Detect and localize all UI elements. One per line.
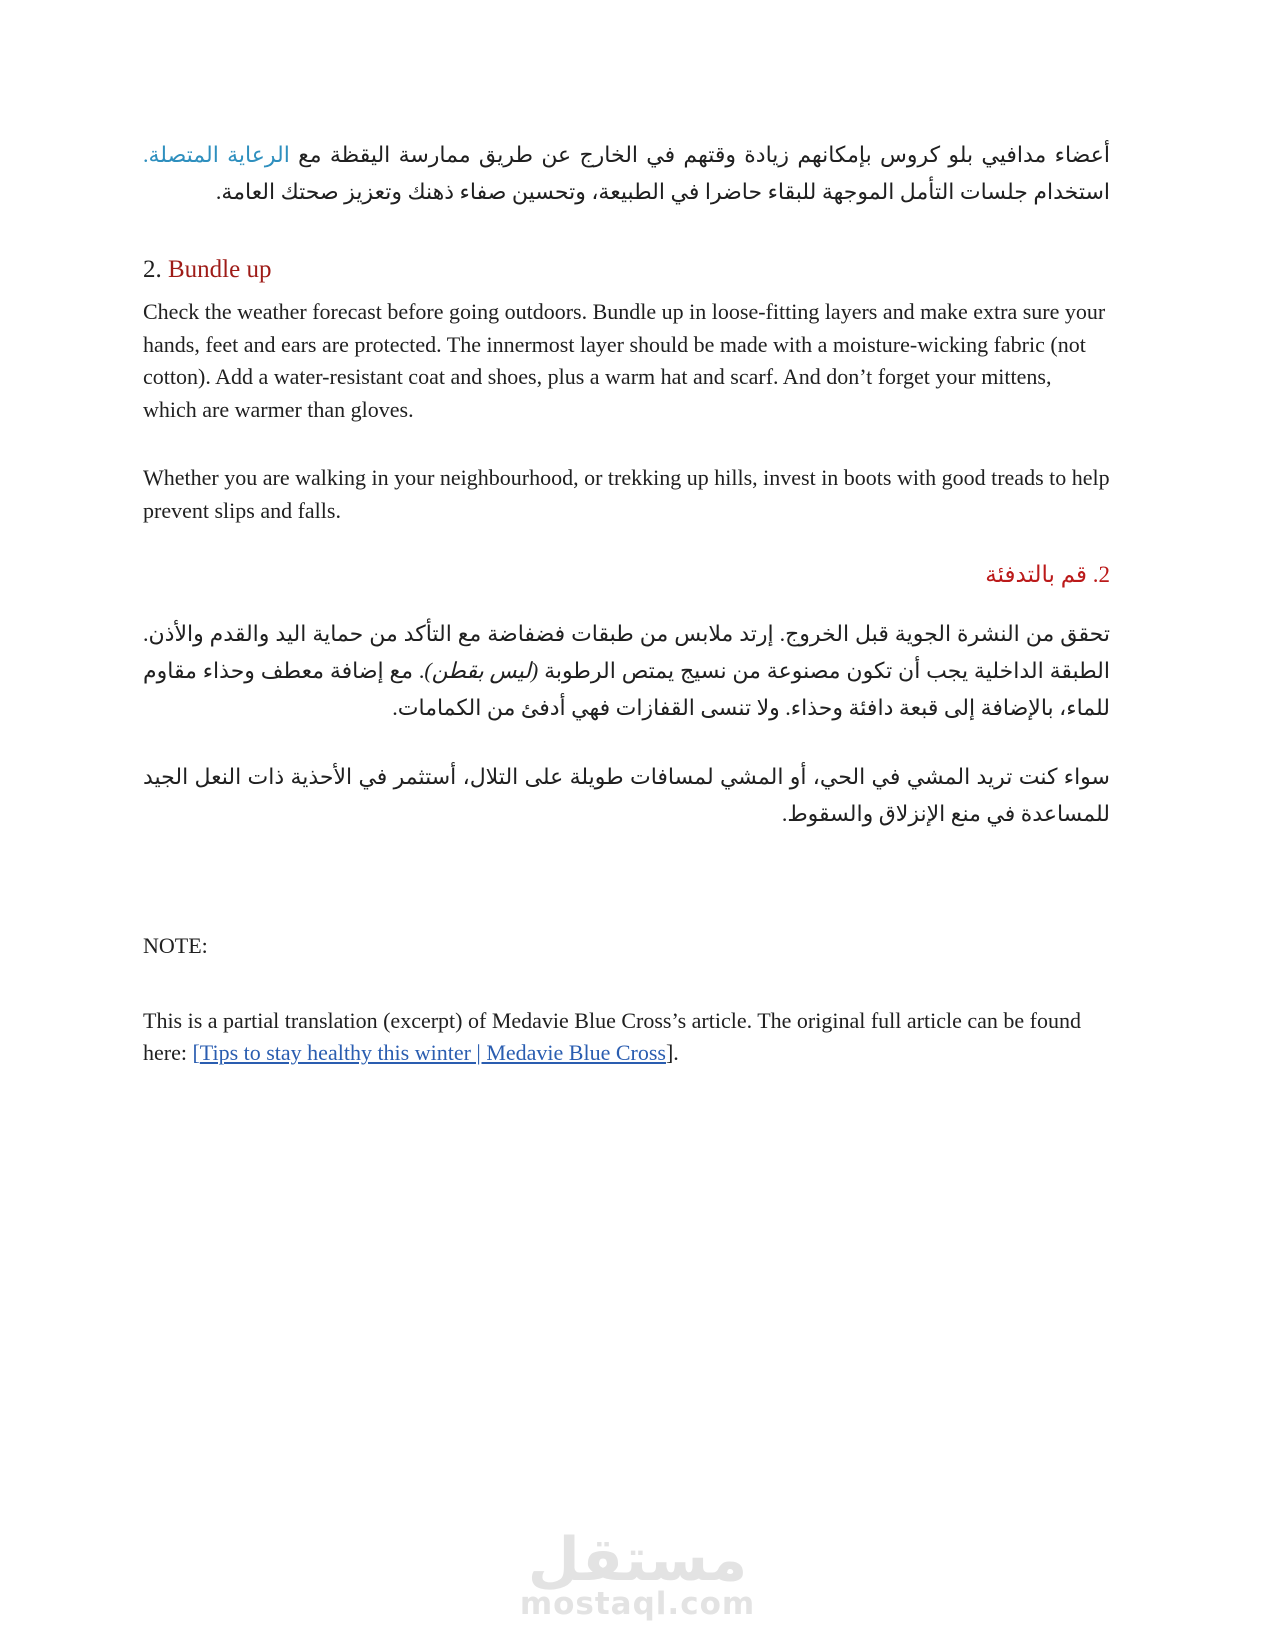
english-paragraph-bundle-up: Check the weather forecast before going outdoors. Bundle up in loose-fitting layers and make extra sure your hands, feet and ears are protected. The innermost layer should be made with a moisture-wicking fabric (not cotton). Add a water-resistant coat and shoes, plus a warm hat and scarf. And don’t forget your mittens, which are warmer than gloves. [143, 299, 1106, 422]
note-text-before-link: This is a partial translation (excerpt) of Medavie Blue Cross’s article. The original full article can be found here: [143, 1007, 1081, 1065]
arabic-para1-before-italic: تحقق من النشرة الجوية قبل الخروج. إرتد ملابس من طبقات فضفاضة مع التأكد من حماية اليد والقدم والأذن. الطبقة الداخلية يجب أن تكون مصنوعة من نسيج يمتص الرطوبة [143, 621, 1110, 683]
arabic-para1-italic: (ليس بقطن) [424, 658, 539, 683]
section-heading-arabic: 2. قم بالتدفئة [985, 562, 1110, 587]
arabic-paragraph-boots: سواء كنت تريد المشي في الحي، أو المشي لمسافات طويلة على التلال، أستثمر في الأحذية ذات النعل الجيد للمساعدة في منع الإنزلاق والسقوط. [143, 764, 1110, 826]
arabic-para1-after-italic: . مع إضافة معطف وحذاء مقاوم للماء، بالإضافة إلى قبعة دافئة وحذاء. ولا تنسى القفازات فهي أدفئ من الكمامات. [143, 658, 1110, 720]
note-label: NOTE: [143, 933, 208, 958]
arabic-paragraph-bundle-up [143, 615, 1110, 726]
section-heading-text: Bundle up [168, 256, 272, 283]
mostaql-site-text: mostaql.com [519, 1586, 756, 1622]
note-paragraph [143, 1005, 1110, 1070]
note-text-after-link: ]. [665, 1040, 679, 1065]
connected-care-link[interactable]: الرعاية المتصلة. [143, 142, 290, 167]
section-heading-number: 2. [143, 256, 168, 283]
note-open-bracket: [ [192, 1040, 200, 1065]
intro-text-before-link: أعضاء مدافيي بلو كروس بإمكانهم زيادة وقتهم في الخارج عن طريق ممارسة اليقظة مع [289, 142, 1110, 167]
article-link[interactable]: Tips to stay healthy this winter | Medavie Blue Cross [199, 1040, 666, 1065]
mostaql-watermark [0, 1525, 1275, 1622]
english-paragraph-boots: Whether you are walking in your neighbourhood, or trekking up hills, invest in boots with good treads to help prevent slips and falls. [143, 465, 1110, 523]
section-heading-english [143, 254, 1110, 286]
intro-text-after-link: استخدام جلسات التأمل الموجهة للبقاء حاضرا في الطبيعة، وتحسين صفاء ذهنك وتعزيز صحتك العامة. [215, 179, 1110, 204]
intro-paragraph-arabic [143, 136, 1110, 210]
mostaql-logo: مستقل [527, 1525, 748, 1595]
